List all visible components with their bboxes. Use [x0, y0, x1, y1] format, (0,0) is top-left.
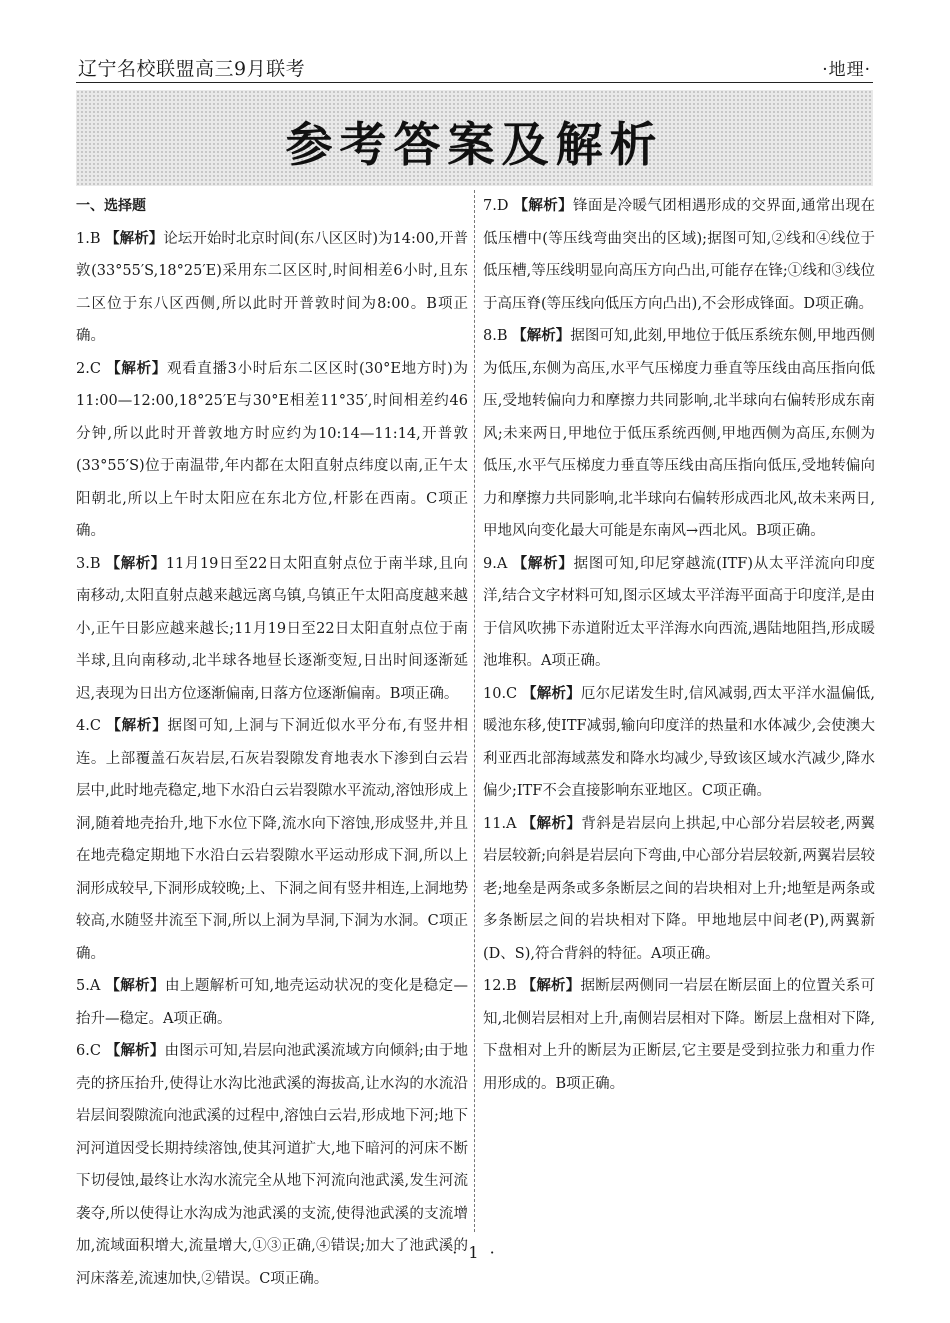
answer-2: [76, 353, 468, 548]
answer-number: 8.B: [483, 328, 508, 344]
answer-number: 7.D: [483, 198, 509, 214]
answer-text: 据断层两侧同一岩层在断层面上的位置关系可知,北侧岩层相对上升,南侧岩层相对下降。断层上盘相对下降,下盘相对上升的断层为正断层,它主要是受到拉张力和重力作用形成的。B项正确。: [483, 978, 876, 1092]
analysis-tag: 【解析】: [105, 1043, 165, 1059]
answer-4: [76, 710, 468, 970]
answer-3: [76, 548, 468, 711]
answer-11: [483, 808, 875, 971]
analysis-tag: 【解析】: [106, 718, 168, 734]
right-column: [483, 190, 875, 1100]
answer-number: 10.C: [483, 685, 518, 702]
analysis-tag: 【解析】: [522, 685, 581, 702]
title-banner: [76, 90, 873, 186]
column-divider: [474, 190, 475, 1232]
header-subject: ·地理·: [822, 60, 871, 80]
header-exam-title: 辽宁名校联盟高三9月联考: [78, 58, 306, 80]
answer-10: [483, 678, 875, 808]
answer-number: 5.A: [76, 978, 101, 994]
answer-number: 3.B: [76, 555, 101, 572]
answer-number: 1.B: [76, 230, 101, 247]
analysis-tag: 【解析】: [521, 815, 582, 832]
analysis-tag: 【解析】: [512, 328, 571, 344]
analysis-tag: 【解析】: [105, 230, 164, 247]
answer-text: 观看直播3小时后东二区区时(30°E地方时)为11:00—12:00,18°25′E与30°E相差11°35′,时间相差约46分钟,所以此时开普敦地方时应约为10:14—11:14,开普敦(33°55′S)位于南温带,年内都在太阳直射点纬度以南,正午太阳朝北,所以上午时太阳应在东北方位,杆影在西南。C项正确。: [76, 360, 469, 539]
answer-5: [76, 970, 468, 1035]
answer-8: [483, 320, 875, 548]
answer-text: 背斜是岩层向上拱起,中心部分岩层较老,两翼岩层较新;向斜是岩层向下弯曲,中心部分岩层较新,两翼岩层较老;地垒是两条或多条断层之间的岩块相对上升;地堑是两条或多条断层之间的岩块相对下降。甲地地层中间老(P),两翼新(D、S),符合背斜的特征。A项正确。: [483, 815, 876, 962]
answer-number: 9.A: [483, 555, 508, 572]
answer-number: 12.B: [483, 978, 517, 994]
answer-text: 由图示可知,岩层向池武溪流域方向倾斜;由于地壳的挤压抬升,使得让水沟比池武溪的海拔高,让水沟的水流沿岩层间裂隙流向池武溪的过程中,溶蚀白云岩,形成地下河;地下河河道因受长期持续溶蚀,使其河道扩大,地下暗河的河床不断下切侵蚀,最终让水沟水流完全从地下河流向池武溪,发生河流袭夺,所以使得让水沟成为池武溪的支流,使得池武溪的支流增加,流域面积增大,流量增大,①③正确,④错误;加大了池武溪的河床落差,流速加快,②错误。C项正确。: [76, 1043, 469, 1287]
answer-text: 据图可知,印尼穿越流(ITF)从太平洋流向印度洋,结合文字材料可知,图示区域太平洋海平面高于印度洋,是由于信风吹拂下赤道附近太平洋海水向西流,遇陆地阻挡,形成暖池堆积。A项正确。: [483, 555, 876, 669]
analysis-tag: 【解析】: [512, 555, 574, 572]
analysis-tag: 【解析】: [105, 978, 166, 994]
document-title: 参考答案及解析: [285, 118, 664, 173]
answer-1: [76, 223, 468, 353]
answer-number: 2.C: [76, 360, 101, 377]
answer-number: 4.C: [76, 718, 101, 734]
answer-text: 据图可知,上洞与下洞近似水平分布,有竖井相连。上部覆盖石灰岩层,石灰岩裂隙发育地表水下渗到白云岩层中,此时地壳稳定,地下水沿白云岩裂隙水平流动,溶蚀形成上洞,随着地壳抬升,地下水位下降,流水向下溶蚀,形成竖井,并且在地壳稳定期地下水沿白云岩裂隙水平运动形成下洞,所以上洞形成较早,下洞形成较晚;上、下洞之间有竖井相连,上洞地势较高,水随竖井流至下洞,所以上洞为旱洞,下洞为水洞。C项正确。: [76, 718, 469, 962]
answer-text: 由上题解析可知,地壳运动状况的变化是稳定—抬升—稳定。A项正确。: [76, 978, 469, 1027]
analysis-tag: 【解析】: [521, 978, 581, 994]
answer-9: [483, 548, 875, 678]
analysis-tag: 【解析】: [105, 555, 166, 572]
answer-12: [483, 970, 875, 1100]
answer-text: 11月19日至22日太阳直射点位于南半球,且向南移动,太阳直射点越来越远离乌镇,乌镇正午太阳高度越来越小,正午日影应越来越长;11月19日至22日太阳直射点位于南半球,且向南移动,北半球各地昼长逐渐变短,日出时间逐渐延迟,表现为日出方位逐渐偏南,日落方位逐渐偏南。B项正确。: [76, 555, 469, 702]
left-column: [76, 190, 468, 1295]
answer-text: 据图可知,此刻,甲地位于低压系统东侧,甲地西侧为低压,东侧为高压,水平气压梯度力垂直等压线由高压指向低压,受地转偏向力和摩擦力共同影响,北半球向右偏转形成东南风;未来两日,甲地位于低压系统西侧,甲地西侧为高压,东侧为低压,水平气压梯度力垂直等压线由高压指向低压,受地转偏向力和摩擦力共同影响,北半球向右偏转形成西北风,故未来两日,甲地风向变化最大可能是东南风→西北风。B项正确。: [483, 328, 876, 539]
answer-text: 论坛开始时北京时间(东八区区时)为14:00,开普敦(33°55′S,18°25′E)采用东二区区时,时间相差6小时,且东二区位于东八区西侧,所以此时开普敦时间为8:00。B项正确。: [76, 230, 469, 344]
analysis-tag: 【解析】: [106, 360, 167, 377]
answer-number: 6.C: [76, 1043, 101, 1059]
analysis-tag: 【解析】: [513, 198, 573, 214]
page-number: · 1 ·: [452, 1243, 498, 1262]
page-header: [76, 52, 873, 83]
answer-text: 锋面是冷暖气团相遇形成的交界面,通常出现在低压槽中(等压线弯曲突出的区域);据图可知,②线和④线位于低压槽,等压线明显向高压方向凸出,可能存在锋;①线和③线位于高压脊(等压线向低压方向凸出),不会形成锋面。D项正确。: [483, 198, 876, 312]
answer-text: 厄尔尼诺发生时,信风减弱,西太平洋水温偏低,暖池东移,使ITF减弱,输向印度洋的热量和水体减少,会使澳大利亚西北部海域蒸发和降水均减少,导致该区域水汽减少,降水偏少;ITF不会直接影响东亚地区。C项正确。: [483, 685, 876, 799]
answer-number: 11.A: [483, 815, 517, 832]
section-title: 一、选择题: [76, 198, 146, 214]
answer-7: [483, 190, 875, 320]
